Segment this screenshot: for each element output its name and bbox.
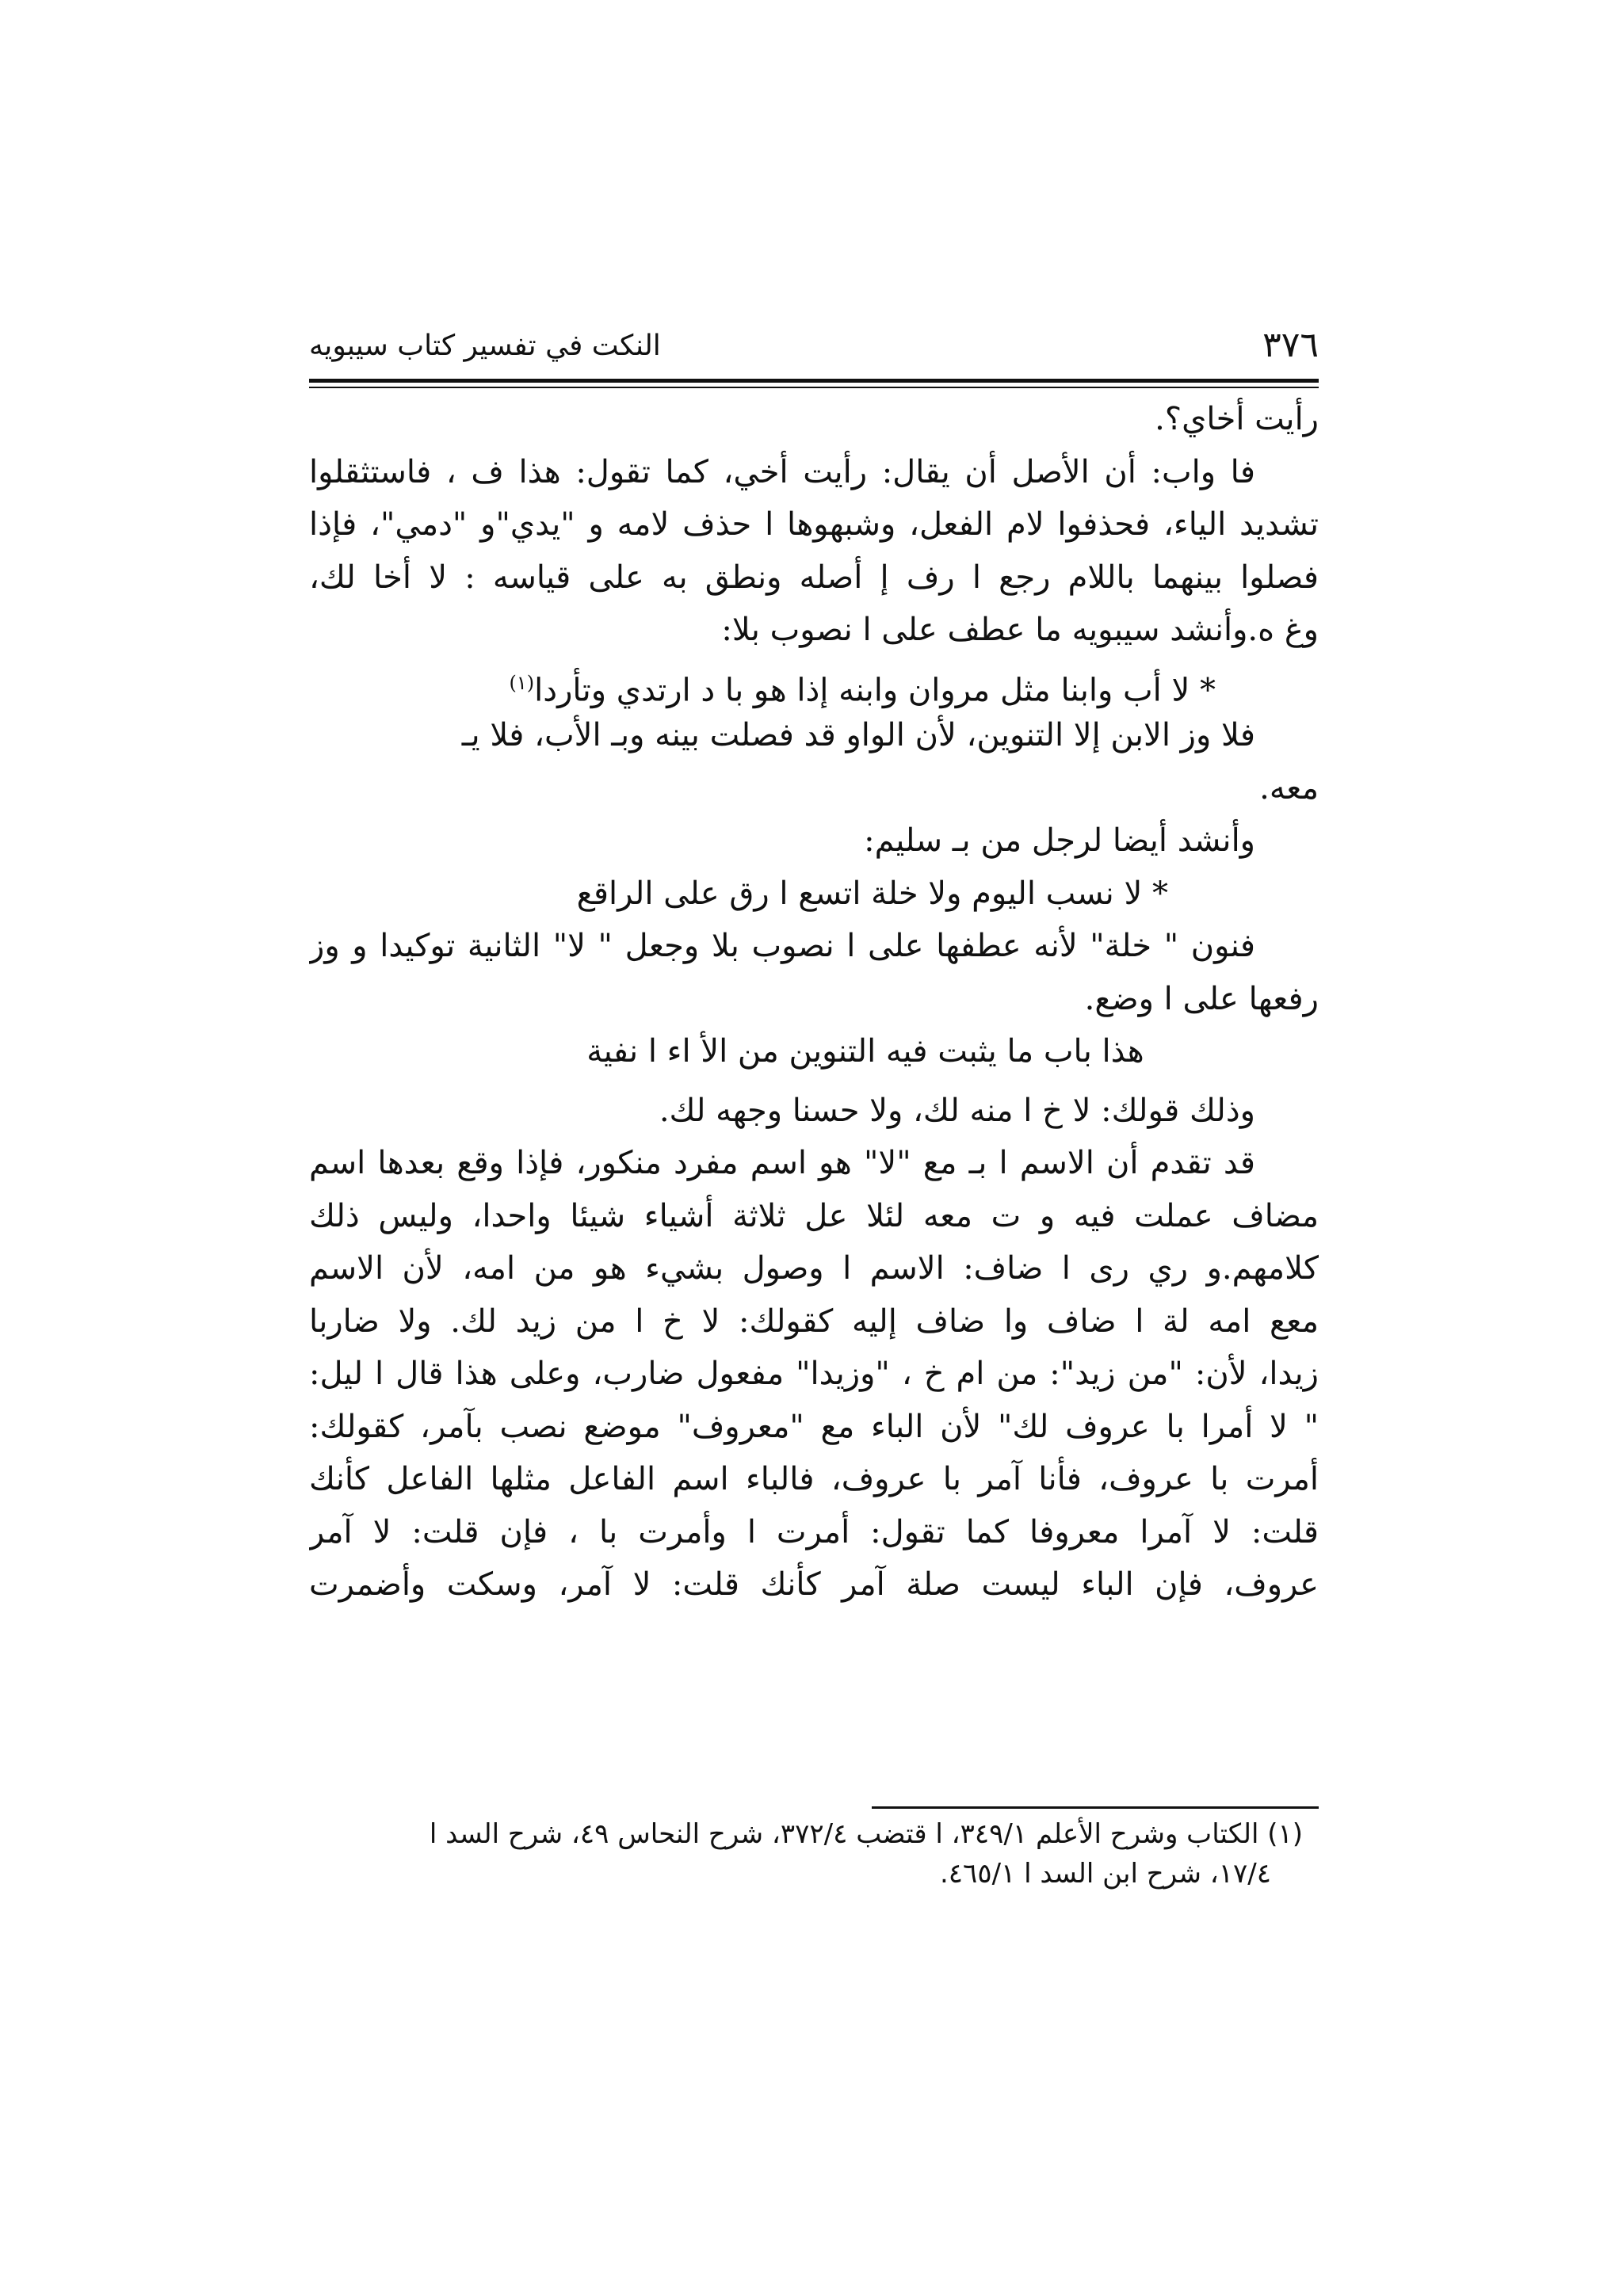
footnotes: [309, 1814, 1319, 1894]
body-line: زيدا، لأن: "من زيد": من ام خ ، "وزيدا" مفعول ضارب، وعلى هذا قال ا ليل:: [309, 1356, 1319, 1392]
body-line: فا واب: أن الأصل أن يقال: رأيت أخي، كما تقول: هذا ف ، فاستثقلوا: [309, 453, 1255, 490]
page-header: [309, 318, 1319, 374]
body-line: تشديد الياء، فحذفوا لام الفعل، وشبهوها ا حذف لامه و "يدي"و "دمي"، فإذا: [309, 506, 1319, 543]
body-line: وغ ه.وأنشد سيبويه ما عطف على ا نصوب بلا:: [721, 612, 1319, 648]
verse-line: * لا نسب اليوم ولا خلة اتسع ا رق على الراقع: [576, 875, 1168, 912]
body-line: رأيت أخاي؟.: [1155, 401, 1319, 437]
footnote-separator: [872, 1806, 1319, 1809]
body-line: " لا أمرا با عروف لك" لأن الباء مع "معروف" موضع نصب بآمر، كقولك:: [309, 1408, 1319, 1445]
footnote-marker: (١): [509, 671, 535, 694]
body-line: أمرت با عروف، فأنا آمر با عروف، فالباء اسم الفاعل مثلها الفاعل كأنك: [309, 1461, 1319, 1497]
body-line: فنون " خلة" لأنه عطفها على ا نصوب بلا وجعل " لا" الثانية توكيدا و وز: [309, 928, 1255, 964]
body-line: مضاف عملت فيه و ت معه لئلا عل ثلاثة أشياء شيئا واحدا، وليس ذلك: [309, 1197, 1319, 1234]
footnote-line: ١٧/٤، شرح ابن السد ا ٤٦٥/١.: [939, 1858, 1271, 1890]
body-line: معه.: [1259, 769, 1319, 807]
body-line: معع امه لة ا ضاف وا ضاف إليه كقولك: لا خ ا من زيد لك. ولا ضاربا: [309, 1302, 1319, 1340]
running-title: النكت في تفسير كتاب سيبويه: [309, 330, 661, 362]
body-line: كلامهم.و ري رى ا ضاف: الاسم ا وصول بشيء هو من امه، لأن الاسم: [309, 1250, 1319, 1287]
footnote-line: (١) الكتاب وشرح الأعلم ٣٤٩/١، ا قتضب ٣٧٢/٤، شرح النحاس ٤٩، شرح السد ا: [429, 1818, 1303, 1850]
verse-text: * لا أب وابنا مثل مروان وابنه إذا هو با د ارتدي وتأردا: [534, 671, 1216, 708]
verse-line: [309, 657, 1319, 710]
body-line: رفعها على ا وضع.: [1084, 980, 1319, 1017]
body-line: وأنشد أيضا لرجل من بـ سليم:: [864, 822, 1255, 859]
body-line: قلت: لا آمرا معروفا كما تقول: أمرت ا وأمرت با ، فإن قلت: لا آمر: [309, 1513, 1319, 1550]
body-text: [309, 393, 1319, 1611]
body-line: قد تقدم أن الاسم ا بـ مع "لا" هو اسم مفرد منكور، فإذا وقع بعدها اسم: [309, 1145, 1255, 1181]
body-line: وذلك قولك: لا خ ا منه لك، ولا حسنا وجهه لك.: [659, 1092, 1255, 1129]
body-line: فصلوا بينهما باللام رجع ا رف إ أصله ونطق به على قياسه : لا أخا لك،: [309, 559, 1319, 596]
header-rule-thin: [309, 387, 1319, 388]
page-number: ٣٧٦: [1262, 325, 1319, 365]
body-line: فلا وز الابن إلا التنوين، لأن الواو قد فصلت بينه وبـ الأب، فلا يـ: [461, 717, 1255, 753]
section-heading: هذا باب ما يثبت فيه التنوين من الأ اء ا نفية: [586, 1033, 1144, 1070]
header-rule-thick: [309, 379, 1319, 383]
body-line: عروف، فإن الباء ليست صلة آمر كأنك قلت: لا آمر، وسكت وأضمرت: [309, 1566, 1319, 1603]
